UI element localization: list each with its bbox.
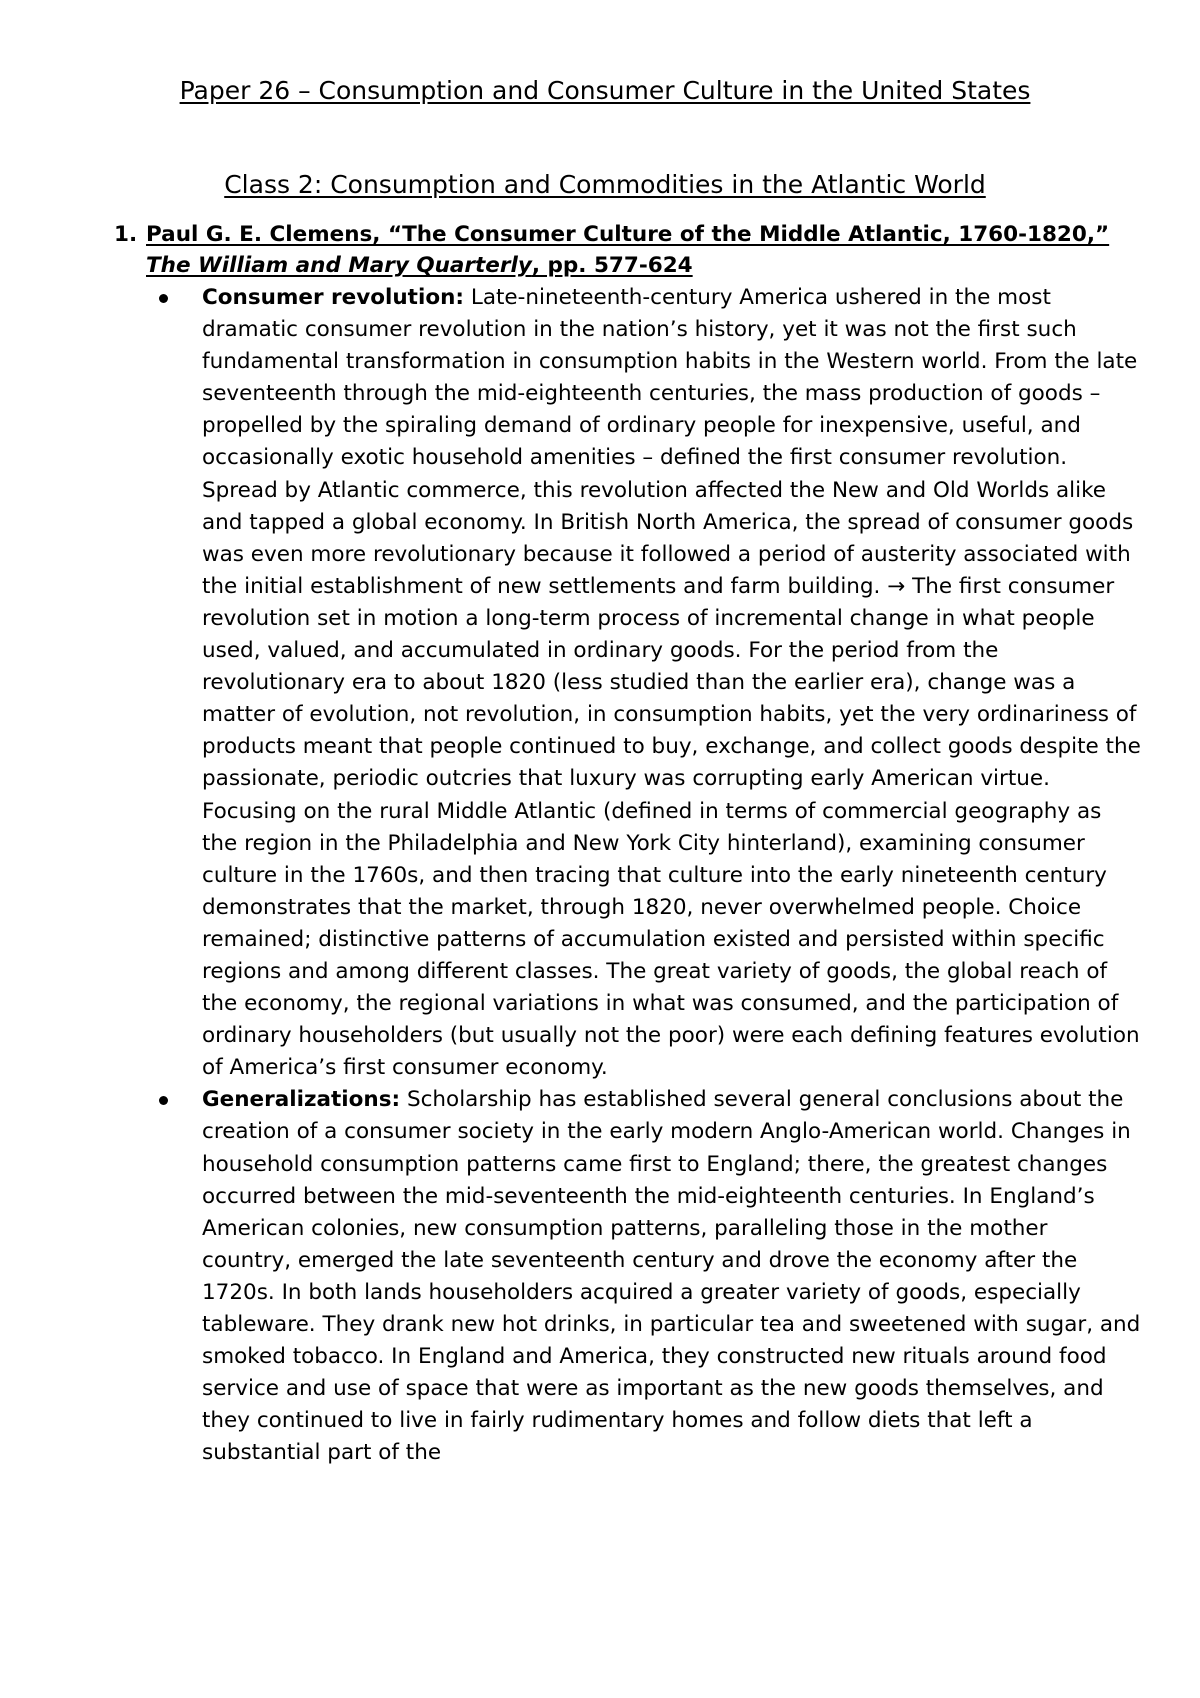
class-heading: Class 2: Consumption and Commodities in the Atlantic World xyxy=(224,170,986,199)
bullet-list xyxy=(202,282,1142,1469)
reading-citation xyxy=(114,219,1136,281)
citation-text xyxy=(146,222,1109,278)
reading-number: 1. xyxy=(114,222,138,247)
document-title: Paper 26 – Consumption and Consumer Culture in the United States xyxy=(179,76,1031,105)
citation-pages: , pp. 577-624 xyxy=(531,253,693,278)
bullet-text: Late-nineteenth-century America ushered in the most dramatic consumer revolution in the nation’s history, yet it was not the first such fundamental transformation in consumption habits in the Western world. From the late seventeenth through the mid-eighteenth centuries, the mass production of goods – propelled by the spiraling demand of ordinary people for inexpensive, useful, and occasionally exotic household amenities – defined the first consumer revolution. Spread by Atlantic commerce, this revolution affected the New and Old Worlds alike and tapped a global economy. In British North America, the spread of consumer goods was even more revolutionary because it followed a period of austerity associated with the initial establishment of new settlements and farm building. → The first consumer revolution set in motion a long-term process of incremental change in what people used, valued, and accumulated in ordinary goods. For the period from the revolutionary era to about 1820 (less studied than the earlier era), change was a matter of evolution, not revolution, in consumption habits, yet the very ordinariness of products meant that people continued to buy, exchange, and collect goods despite the passionate, periodic outcries that luxury was corrupting early American virtue. Focusing on the rural Middle Atlantic (defined in terms of commercial geography as the region in the Philadelphia and New York City hinterland), examining consumer culture in the 1760s, and then tracing that culture into the early nineteenth century demonstrates that the market, through 1820, never overwhelmed people. Choice remained; distinctive patterns of accumulation existed and persisted within specific regions and among different classes. The great variety of goods, the global reach of the economy, the regional variations in what was consumed, and the participation of ordinary householders (but usually not the poor) were each defining features evolution of America’s first consumer economy. xyxy=(202,285,1141,1081)
bullet-dot-icon xyxy=(159,294,168,303)
citation-journal: The William and Mary Quarterly xyxy=(146,253,532,278)
bullet-generalizations xyxy=(202,1084,1142,1469)
bullet-dot-icon xyxy=(159,1096,168,1105)
bullet-label: Generalizations: xyxy=(202,1087,401,1113)
bullet-consumer-revolution xyxy=(202,282,1142,1084)
bullet-text: Scholarship has established several general conclusions about the creation of a consumer society in the early modern Anglo-American world. Changes in household consumption patterns came first to England; there, the greatest changes occurred between the mid-seventeenth the mid-eighteenth centuries. In England’s American colonies, new consumption patterns, paralleling those in the mother country, emerged the late seventeenth century and drove the economy after the 1720s. In both lands householders acquired a greater variety of goods, especially tableware. They drank new hot drinks, in particular tea and sweetened with sugar, and smoked tobacco. In England and America, they constructed new rituals around food service and use of space that were as important as the new goods themselves, and they continued to live in fairly rudimentary homes and follow diets that left a substantial part of the xyxy=(202,1087,1141,1466)
bullet-label: Consumer revolution: xyxy=(202,285,464,310)
citation-author-title: Paul G. E. Clemens, “The Consumer Culture of the Middle Atlantic, 1760-1820,” xyxy=(146,222,1110,247)
